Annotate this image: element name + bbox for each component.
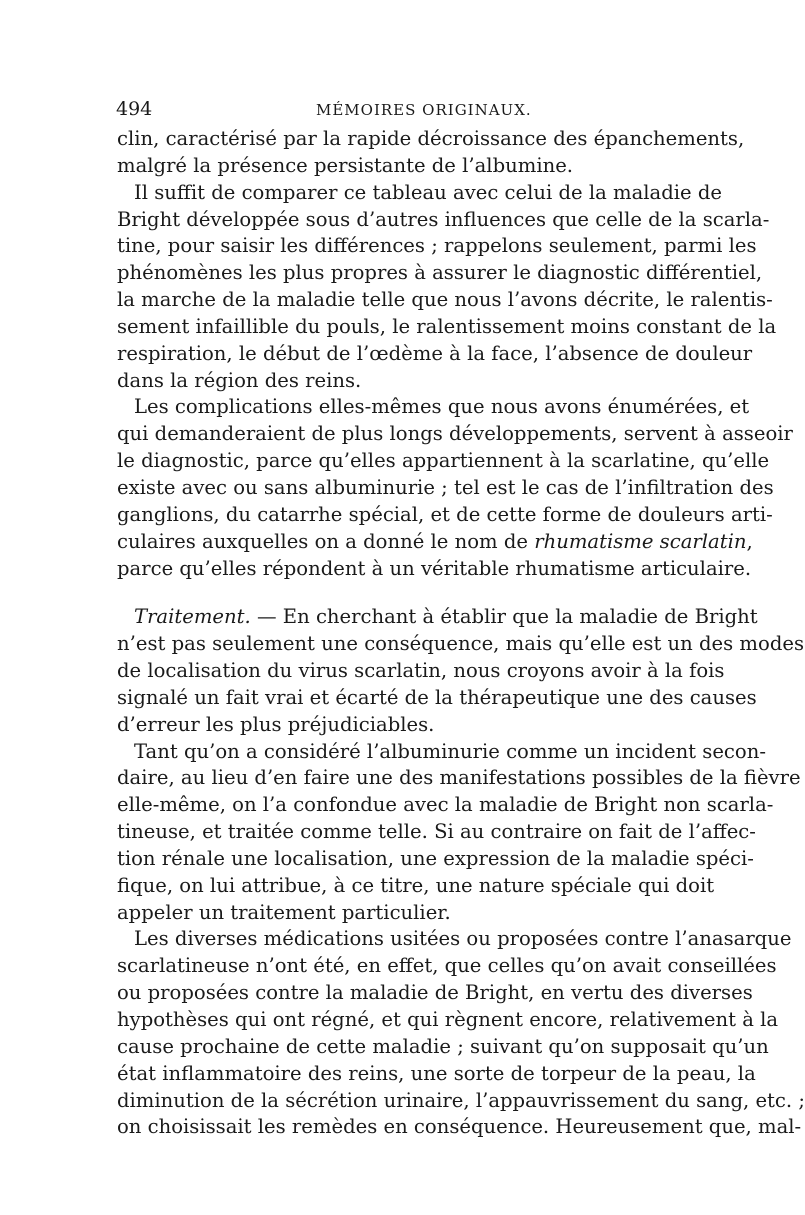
text-line: parce qu’elles répondent à un véritable rhumatisme articulaire. bbox=[117, 556, 752, 580]
text-line: état inflammatoire des reins, une sorte de torpeur de la peau, la bbox=[117, 1061, 756, 1085]
text-line: de localisation du virus scarlatin, nous croyons avoir à la fois bbox=[117, 659, 725, 683]
paragraph-complications bbox=[117, 394, 793, 582]
text-line: tine, pour saisir les différences ; rappelons seulement, parmi les bbox=[117, 234, 757, 258]
text-fragment: culaires auxquelles on a donné le nom de bbox=[117, 529, 535, 553]
page-header bbox=[116, 98, 686, 124]
text-line: fique, on lui attribue, à ce titre, une nature spéciale qui doit bbox=[117, 873, 715, 897]
text-line: clin, caractérisé par la rapide décroissance des épanchements, bbox=[117, 127, 745, 150]
running-head: MÉMOIRES ORIGINAUX. bbox=[316, 101, 532, 119]
text-line: Tant qu’on a considéré l’albuminurie comme un incident secon- bbox=[134, 739, 766, 763]
text-fragment: — En cherchant à établir que la maladie de Bright bbox=[250, 605, 758, 629]
text-line: ganglions, du catarrhe spécial, et de cette forme de douleurs arti- bbox=[117, 502, 773, 526]
section-gap bbox=[117, 582, 686, 604]
text-line: cause prochaine de cette maladie ; suivant qu’on supposait qu’un bbox=[117, 1034, 769, 1058]
text-line: daire, au lieu d’en faire une des manifestations possibles de la fièvre bbox=[117, 766, 801, 790]
body-text bbox=[117, 126, 805, 1141]
italic-term: rhumatisme scarlatin bbox=[534, 529, 747, 553]
text-line: qui demanderaient de plus longs développements, servent à asseoir bbox=[117, 422, 793, 446]
text-line: on choisissait les remèdes en conséquence. Heureusement que, mal- bbox=[117, 1115, 802, 1139]
text-line: Bright développée sous d’autres influences que celle de la scarla- bbox=[117, 207, 770, 231]
text-line: existe avec ou sans albuminurie ; tel est le cas de l’infiltration des bbox=[117, 475, 774, 499]
text-line: Les complications elles-mêmes que nous avons énumérées, et bbox=[134, 395, 750, 419]
text-line: elle-même, on l’a confondue avec la maladie de Bright non scarla- bbox=[117, 793, 774, 817]
text-line: diminution de la sécrétion urinaire, l’appauvrissement du sang, etc. ; bbox=[117, 1088, 805, 1112]
text-line: malgré la présence persistante de l’albumine. bbox=[117, 153, 574, 177]
text-line: dans la région des reins. bbox=[117, 368, 362, 392]
text-line: respiration, le début de l’œdème à la face, l’absence de douleur bbox=[117, 341, 753, 365]
text-line: phénomènes les plus propres à assurer le diagnostic différentiel, bbox=[117, 261, 763, 285]
text-line: le diagnostic, parce qu’elles appartiennent à la scarlatine, qu’elle bbox=[117, 449, 770, 473]
text-line: sement infaillible du pouls, le ralentissement moins constant de la bbox=[117, 314, 777, 338]
text-line: Les diverses médications usitées ou proposées contre l’anasarque bbox=[134, 927, 792, 951]
text-line: n’est pas seulement une conséquence, mais qu’elle est un des modes bbox=[117, 632, 805, 656]
text-line: Il suffit de comparer ce tableau avec celui de la maladie de bbox=[134, 180, 723, 204]
text-line: d’erreur les plus préjudiciables. bbox=[117, 712, 435, 736]
text-line: appeler un traitement particulier. bbox=[117, 900, 451, 924]
text-line: hypothèses qui ont régné, et qui règnent encore, relativement à la bbox=[117, 1008, 779, 1031]
paragraph-diagnostic bbox=[117, 180, 777, 395]
text-line: la marche de la maladie telle que nous l’avons décrite, le ralentis- bbox=[117, 288, 773, 312]
section-title: Traitement. bbox=[134, 605, 251, 629]
paragraph-medications bbox=[117, 926, 805, 1141]
page-number: 494 bbox=[116, 98, 153, 120]
paragraph-albuminuria bbox=[117, 739, 801, 927]
text-line: signalé un fait vrai et écarté de la thérapeutique une des causes bbox=[117, 685, 757, 709]
text-fragment: , bbox=[746, 529, 753, 553]
text-line bbox=[117, 529, 753, 556]
text-line: tineuse, et traitée comme telle. Si au contraire on fait de l’affec- bbox=[117, 820, 756, 844]
text-line bbox=[117, 604, 758, 631]
paragraph-continuation bbox=[117, 126, 745, 180]
text-line: scarlatineuse n’ont été, en effet, que celles qu’on avait conseillées bbox=[117, 954, 777, 978]
paragraph-treatment bbox=[117, 604, 805, 738]
text-line: tion rénale une localisation, une expression de la maladie spéci- bbox=[117, 846, 754, 870]
text-line: ou proposées contre la maladie de Bright, en vertu des diverses bbox=[117, 981, 753, 1005]
